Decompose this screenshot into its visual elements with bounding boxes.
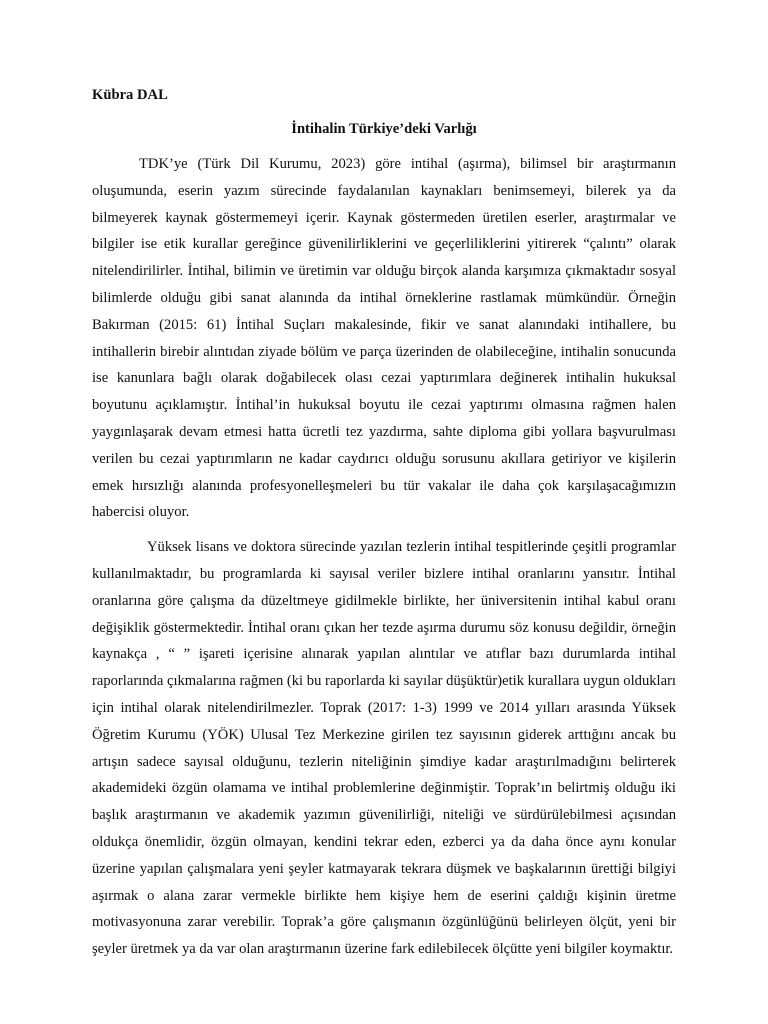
- document-title: İntihalin Türkiye’deki Varlığı: [291, 121, 477, 137]
- paragraph: Yüksek lisans ve doktora sürecinde yazılan tezlerin intihal tespitlerinde çeşitli programlar kullanılmaktadır, bu programlarda ki sayısal veriler bizlere intihal oranlarını yansıtır. İntihal oranlarına göre çalışma da düzeltmeye gidilmekle birlikte, her üniversitenin intihal kabul oranı değişiklik göstermektedir. İntihal oranı çıkan her tezde aşırma durumu söz konusu değildir, örneğin kaynakça , “ ” işareti içerisine alınarak yapılan alıntılar ve atıflar bazı durumlarda intihal raporlarında çıkmalarına rağmen (ki bu raporlarda ki sayılar düşüktür)etik kurallara uygun oldukları için intihal olarak nitelendirilmezler. Toprak (2017: 1-3) 1999 ve 2014 yılları arasında Yüksek Öğretim Kurumu (YÖK) Ulusal Tez Merkezine girilen tez sayısının giderek arttığını ancak bu artışın sadece sayısal olduğunu, tezlerin niteliğinin şimdiye kadar araştırılmadığını belirterek akademideki özgün olamama ve intihal problemlerine değinmiştir. Toprak’ın belirtmiş olduğu iki başlık araştırmanın ve akademik yazımın güvenilirliği, niteliği ve sürdürülebilmesi açısından oldukça önemlidir, özgün olmayan, kendini tekrar eden, ezberci ya da daha önce aynı konular üzerine yapılan çalışmalara yeni şeyler katmayarak tekrara düşmek ve başkalarının ürettiği bilgiyi aşırmak o alana zarar vermekle birlikte hem kişiye hem de eserini çaldığı kişinin üretme motivasyonuna zarar verebilir. Toprak’a göre çalışmanın özgünlüğünü belirleyen ölçüt, yeni bir şeyler üretmek ya da var olan araştırmanın üzerine fark edilebilecek ölçütte yeni bilgiler koymaktır.: [92, 539, 676, 958]
- author-name: Kübra DAL: [92, 87, 168, 103]
- paragraph: TDK’ye (Türk Dil Kurumu, 2023) göre intihal (aşırma), bilimsel bir araştırmanın oluşumunda, eserin yazım sürecinde faydalanılan kaynakları benimsemeyi, bilerek ya da bilmeyerek kaynak göstermemeyi içerir. Kaynak göstermeden üretilen eserler, araştırmalar ve bilgiler ise etik kurallar gereğince güvenilirliklerini ve geçerliliklerini yitirerek “çalıntı” olarak nitelendirilirler. İntihal, bilimin ve üretimin var olduğu birçok alanda karşımıza çıkmaktadır sosyal bilimlerde olduğu gibi sanat alanında da intihal örneklerine rastlamak mümkündür. Örneğin Bakırman (2015: 61) İntihal Suçları makalesinde, fikir ve sanat alanındaki intihallere, bu intihallerin birebir alıntıdan ziyade bölüm ve parça üzerinden de olabileceğine, intihalin sonucunda ise kanunlara bağlı olarak doğabilecek olası cezai yaptırımlara değinerek intihalin hukuksal boyutunu açıklamıştır. İntihal’in hukuksal boyutu ile cezai yaptırımı olmasına rağmen halen yaygınlaşarak devam etmesi hatta ücretli tez yazdırma, sahte diploma gibi yollara başvurulması verilen bu cezai yaptırımların ne kadar caydırıcı olduğu sorusunu akıllara getiriyor ve kişilerin emek hırsızlığı alanında profesyonelleşmeleri bu tür vakalar ile daha çok karşılaşacağımızın habercisi oluyor.: [92, 156, 676, 521]
- document-body: [92, 151, 676, 963]
